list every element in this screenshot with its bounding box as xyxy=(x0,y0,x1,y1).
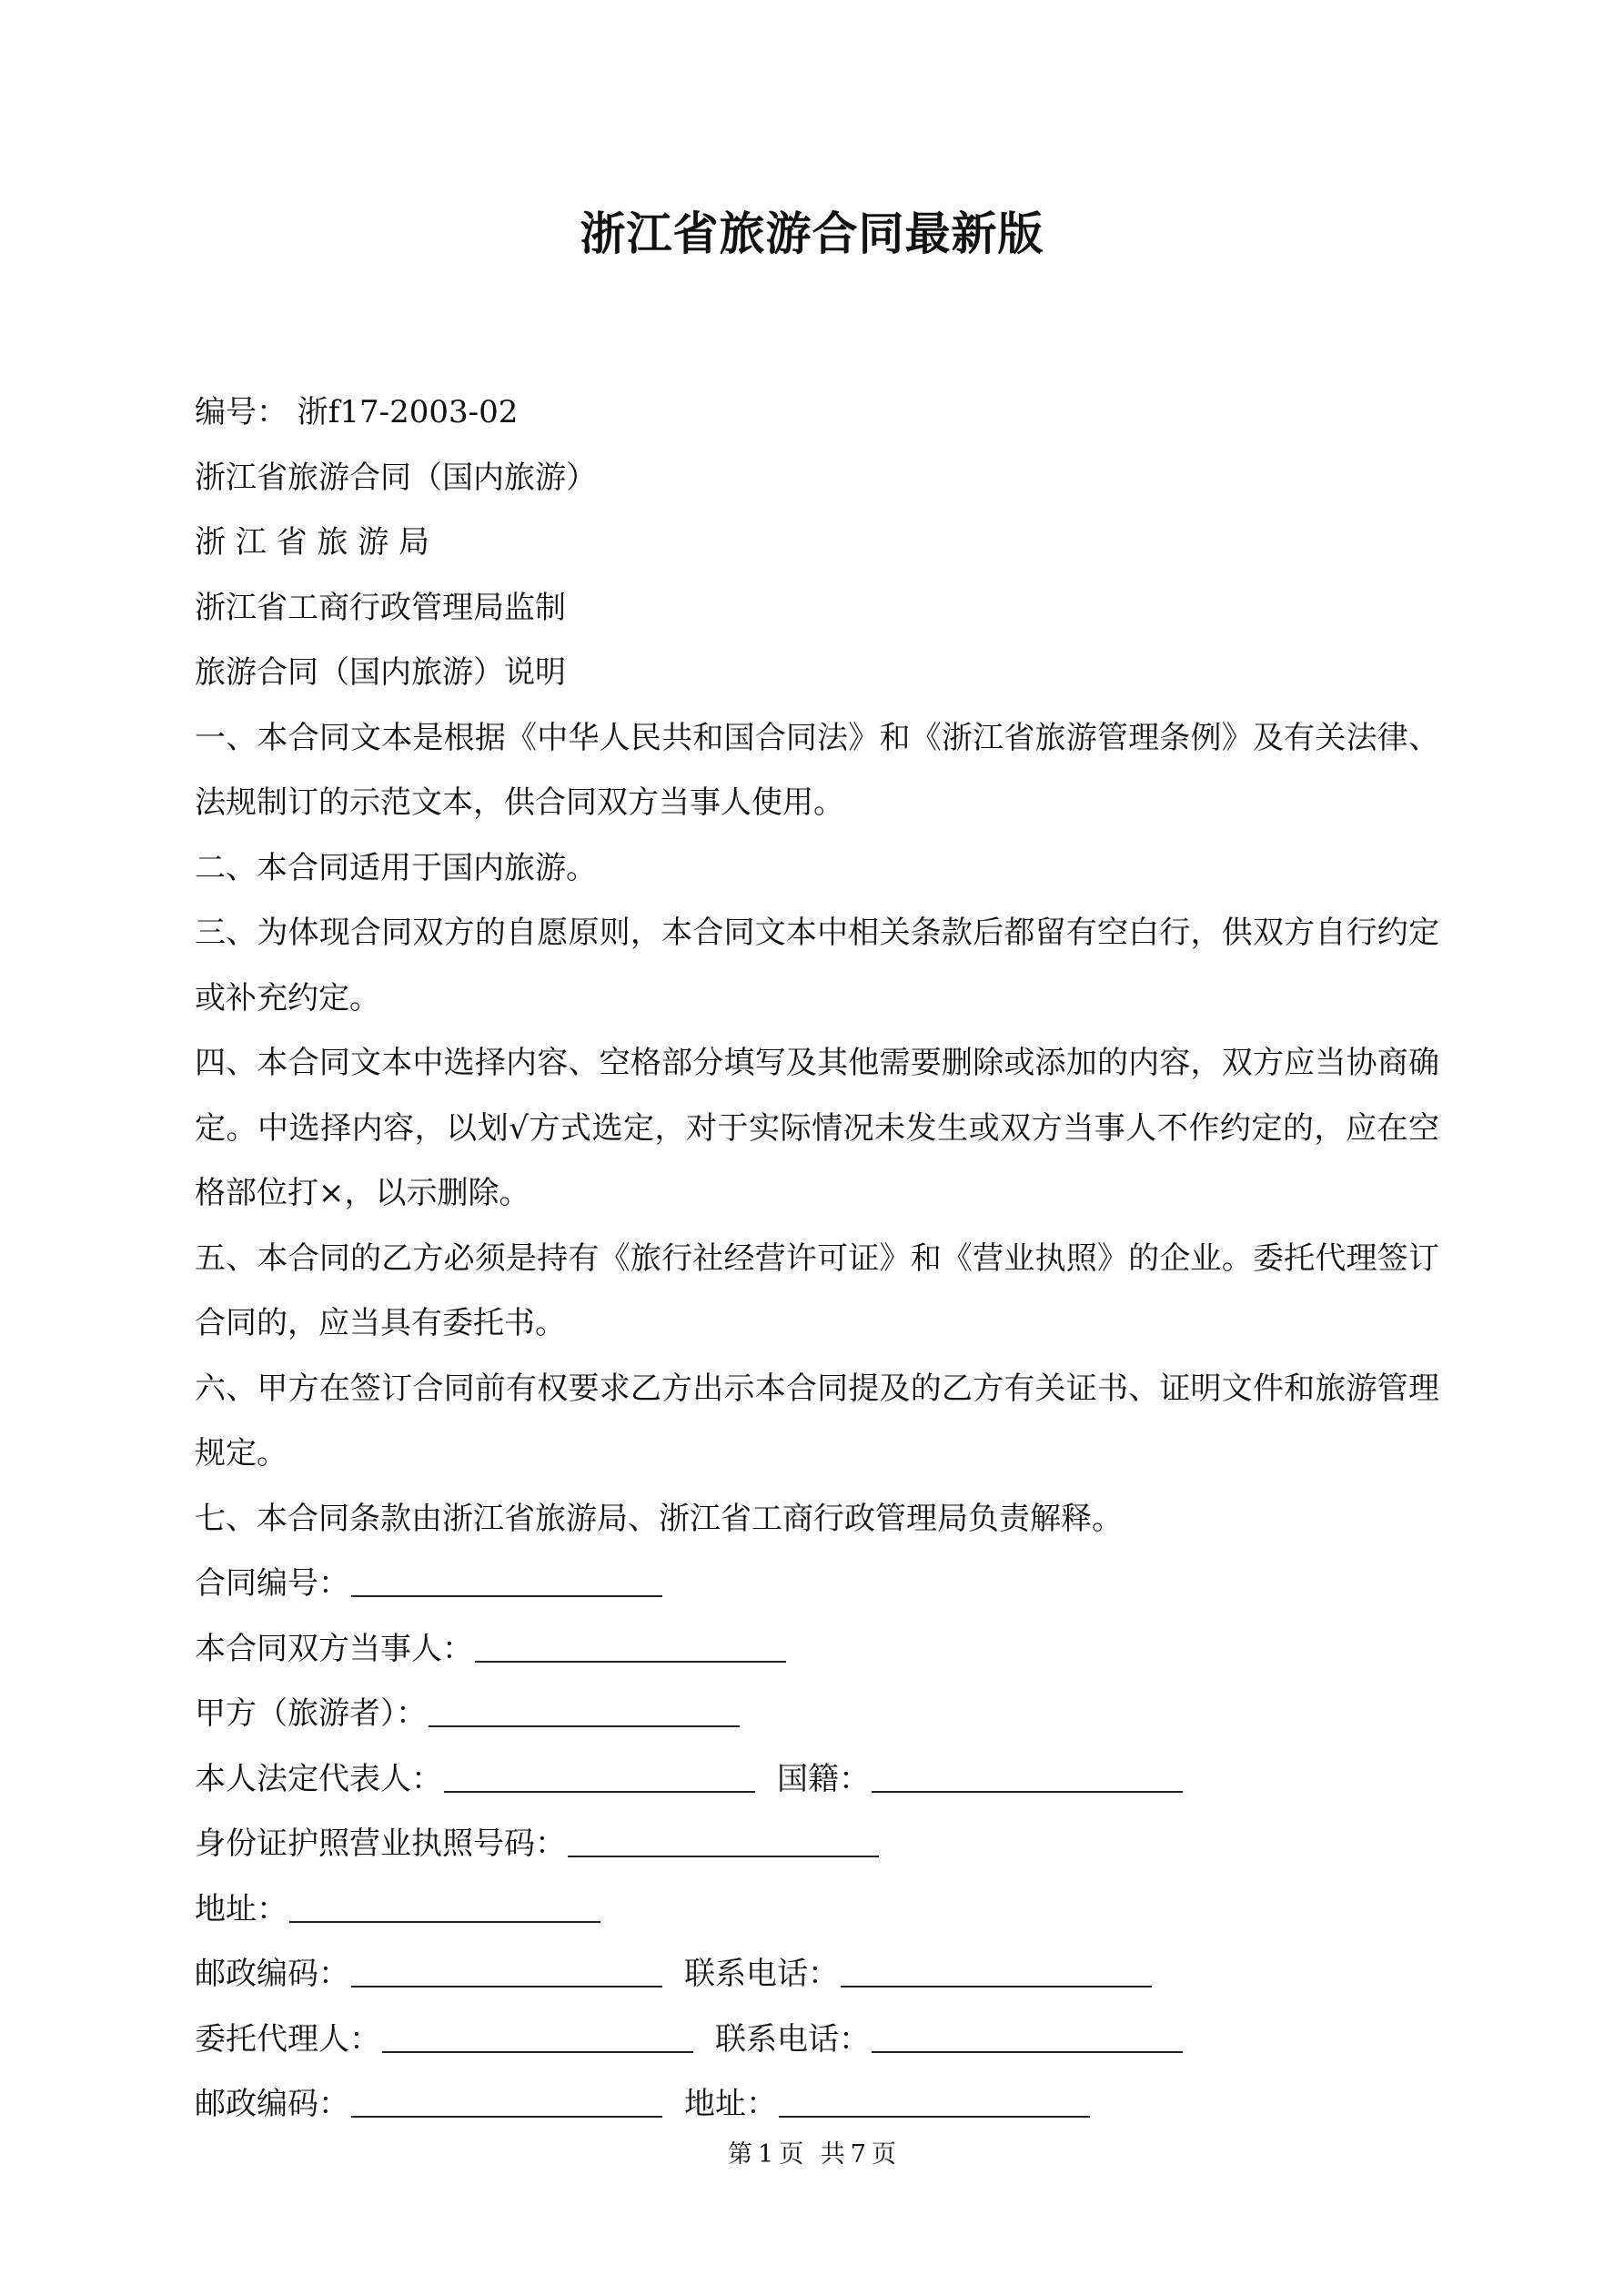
agent-postcode-label: 邮政编码： xyxy=(195,2086,349,2122)
footer-middle: 页 共 xyxy=(779,2140,845,2169)
contract-subtitle: 浙江省旅游合同（国内旅游） xyxy=(195,459,597,496)
address-field xyxy=(195,1877,1439,1943)
page-number-footer xyxy=(0,2137,1624,2173)
agent-postcode-blank[interactable] xyxy=(351,2085,662,2118)
postcode-address-field xyxy=(195,2072,1439,2138)
postcode-label: 邮政编码： xyxy=(195,1956,349,1992)
legal-rep-label: 本人法定代表人： xyxy=(195,1760,442,1797)
id-no-label: 身份证护照营业执照号码： xyxy=(195,1826,566,1862)
phone-label: 联系电话： xyxy=(684,1956,839,1992)
agent-phone-blank[interactable] xyxy=(872,2020,1183,2053)
party-a-blank[interactable] xyxy=(429,1694,740,1727)
instruction-paragraph-5: 五、本合同的乙方必须是持有《旅行社经营许可证》和《营业执照》的企业。委托代理签订合同的，应当具有委托书。 xyxy=(195,1239,1439,1341)
agent-blank[interactable] xyxy=(382,2020,693,2053)
nationality-blank[interactable] xyxy=(872,1760,1183,1793)
party-a-field xyxy=(195,1682,1439,1747)
parties-field xyxy=(195,1617,1439,1683)
contract-no-field xyxy=(195,1552,1439,1617)
address-label: 地址： xyxy=(195,1890,287,1927)
postcode-phone-field xyxy=(195,1942,1439,2008)
agent-phone-field xyxy=(195,2008,1439,2073)
agent-address-blank[interactable] xyxy=(779,2085,1090,2118)
legal-rep-field xyxy=(195,1747,1439,1813)
instruction-paragraph-6: 六、甲方在签订合同前有权要求乙方出示本合同提及的乙方有关证书、证明文件和旅游管理规定。 xyxy=(195,1370,1439,1472)
id-no-blank[interactable] xyxy=(568,1825,879,1857)
party-a-label: 甲方（旅游者）： xyxy=(195,1695,427,1732)
agent-label: 委托代理人： xyxy=(195,2020,380,2058)
instruction-paragraph-2: 二、本合同适用于国内旅游。 xyxy=(195,849,597,886)
document-body xyxy=(195,380,1439,2138)
document-title: 浙江省旅游合同最新版 xyxy=(580,207,1044,260)
footer-current-page: 1 xyxy=(758,2140,774,2169)
instruction-paragraph-4: 四、本合同文本中选择内容、空格部分填写及其他需要删除或添加的内容，双方应当协商确定。中选择内容，以划√方式选定，对于实际情况未发生或双方当事人不作约定的，应在空格部位打×，以示删除。 xyxy=(195,1045,1439,1211)
nationality-label: 国籍： xyxy=(777,1760,870,1797)
agent-phone-label: 联系电话： xyxy=(715,2020,870,2058)
id-no-field xyxy=(195,1812,1439,1877)
instruction-paragraph-1: 一、本合同文本是根据《中华人民共和国合同法》和《浙江省旅游管理条例》及有关法律、法规制订的示范文本，供合同双方当事人使用。 xyxy=(195,719,1439,821)
postcode-blank[interactable] xyxy=(351,1955,662,1988)
contract-code-line: 编号： 浙f17-2003-02 xyxy=(195,394,519,430)
footer-prefix: 第 xyxy=(728,2140,753,2169)
parties-blank[interactable] xyxy=(475,1630,786,1663)
instructions-heading: 旅游合同（国内旅游）说明 xyxy=(195,654,566,691)
contract-no-label: 合同编号： xyxy=(195,1565,349,1602)
footer-total-pages: 7 xyxy=(850,2140,866,2169)
instruction-paragraph-7: 七、本合同条款由浙江省旅游局、浙江省工商行政管理局负责解释。 xyxy=(195,1500,1123,1537)
legal-rep-blank[interactable] xyxy=(444,1760,755,1793)
agent-address-label: 地址： xyxy=(684,2086,777,2122)
address-blank[interactable] xyxy=(289,1890,600,1923)
contract-no-blank[interactable] xyxy=(351,1564,662,1597)
issuer-tourism-bureau: 浙 江 省 旅 游 局 xyxy=(195,524,430,561)
instruction-paragraph-3: 三、为体现合同双方的自愿原则，本合同文本中相关条款后都留有空白行，供双方自行约定或补充约定。 xyxy=(195,915,1439,1017)
issuer-supervisor: 浙江省工商行政管理局监制 xyxy=(195,589,566,626)
parties-label: 本合同双方当事人： xyxy=(195,1630,473,1667)
phone-blank[interactable] xyxy=(841,1955,1152,1988)
footer-suffix: 页 xyxy=(871,2140,896,2169)
